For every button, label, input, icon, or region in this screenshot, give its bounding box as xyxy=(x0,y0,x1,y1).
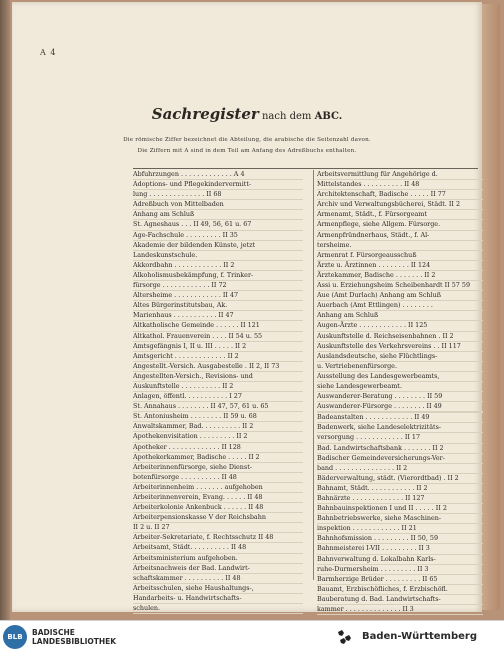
index-entry: Adreßbuch von Mittelbaden xyxy=(133,200,303,210)
index-entry: Age-Fachschule . . . . . . . . . II 35 xyxy=(133,231,303,241)
index-entry: Architektenschaft, Badische . . . . . II 77 xyxy=(317,190,483,200)
index-entry: Aue (Amt Durlach) Anhang am Schluß xyxy=(317,291,483,301)
title-main: Sachregister xyxy=(151,105,259,123)
index-entry: u. Vertriebenenfürsorge. xyxy=(317,362,483,372)
index-entry: Ärztekammer, Badische . . . . . . . II 2 xyxy=(317,271,483,281)
index-entry: band . . . . . . . . . . . . . . . II 2 xyxy=(317,464,483,474)
viewer-footer xyxy=(0,620,504,654)
explanatory-note-2: Die Ziffern mit A sind in dem Teil am Anfang des Adreßbuchs enthalten. xyxy=(137,148,357,154)
index-entry: Altersheime . . . . . . . . . . . . II 47 xyxy=(133,291,303,301)
index-entry: Auslandsdeutsche, siehe Flüchtlings- xyxy=(317,352,483,362)
title-abbr: ABC. xyxy=(314,111,343,122)
index-entry: Badischer Gemeindeversicherungs-Ver- xyxy=(317,454,483,464)
index-entry: St. Agneshaus . . . II 49, 56, 61 u. 67 xyxy=(133,220,303,230)
index-entry: Bäderverwaltung, städt. (Vierordtbad) . II 2 xyxy=(317,474,483,484)
index-entry: Archiv und Verwaltungsbücherei, Städt. II 2 xyxy=(317,200,483,210)
index-entry: Arbeiterkolonie Ankenbuck . . . . . . II 48 xyxy=(133,503,303,513)
index-entry: Auskunftstelle d. Reichseisenbahnen . II 2 xyxy=(317,332,483,342)
index-entry: Arbeiterinnenheim . . . . . . . aufgehoben xyxy=(133,483,303,493)
blb-logo-icon: BLB xyxy=(3,625,27,649)
index-entry: Ärzte u. Ärztinnen . . . . . . . . II 124 xyxy=(317,261,483,271)
page-reference: A 4 xyxy=(40,48,57,57)
index-entry: schaftskammer . . . . . . . . . . II 48 xyxy=(133,574,303,584)
index-entry: Armenrat f. Fürsorgeausschuß xyxy=(317,251,483,261)
index-entry: fürsorge . . . . . . . . . . . . II 72 xyxy=(133,281,303,291)
index-entry: Marienhaus . . . . . . . . . . . II 47 xyxy=(133,311,303,321)
page-title xyxy=(12,105,482,123)
library-name-line1: BADISCHE xyxy=(32,628,75,637)
index-entry: Arbeiterinnenfürsorge, siehe Dienst- xyxy=(133,463,303,473)
index-entry: Bad. Landwirtschaftsbank . . . . . . . II 2 xyxy=(317,444,483,454)
index-entry: Altes Bürgerinstitutsbau, Ak. xyxy=(133,301,303,311)
index-entry: Handarbeits- u. Handwirtschafts- xyxy=(133,594,303,604)
index-entry: Angestellt.-Versich. Ausgabestelle . II 2, II 73 xyxy=(133,362,303,372)
index-entry: kammer . . . . . . . . . . . . . . II 3 xyxy=(317,605,483,615)
index-entry: Bahnmeisterei I-VII . . . . . . . . . II 3 xyxy=(317,544,483,554)
index-entry: Bahnbetriebswerke, siehe Maschinen- xyxy=(317,514,483,524)
index-entry: Auswanderer-Beratung . . . . . . . . II 59 xyxy=(317,392,483,402)
lion-coat-of-arms-icon xyxy=(336,629,356,647)
index-entry: Anwaltskammer, Bad. . . . . . . . . . II 2 xyxy=(133,422,303,432)
index-entry: Amtsgericht . . . . . . . . . . . . . II 2 xyxy=(133,352,303,362)
index-entry: Bahnhofsmission . . . . . . . . . II 50, 59 xyxy=(317,534,483,544)
page-edge xyxy=(482,4,500,610)
index-entry: Anhang am Schluß xyxy=(317,311,483,321)
index-entry: botenfürsorge . . . . . . . . . . II 48 xyxy=(133,473,303,483)
index-entry: Bahnärzte . . . . . . . . . . . . . II 127 xyxy=(317,494,483,504)
column-top-rule xyxy=(133,168,478,169)
library-name-line2: LANDESBIBLIOTHEK xyxy=(32,637,117,646)
index-entry: Altkatholische Gemeinde . . . . . . II 121 xyxy=(133,321,303,331)
index-entry: Armenpflege, siehe Allgem. Fürsorge. xyxy=(317,220,483,230)
index-entry: tersheime. xyxy=(317,241,483,251)
index-entry: Auskunftstelle . . . . . . . . . . II 2 xyxy=(133,382,303,392)
index-entry: inspektion . . . . . . . . . . . . II 21 xyxy=(317,524,483,534)
state-name: Baden-Württemberg xyxy=(362,631,478,642)
index-entry: Auswanderer-Fürsorge . . . . . . . . II 49 xyxy=(317,402,483,412)
index-entry: Landeskunstschule. xyxy=(133,251,303,261)
index-entry: Angestellten-Versich., Revisions- und xyxy=(133,372,303,382)
index-entry: Auerbach (Amt Ettlingen) . . . . . . . . xyxy=(317,301,483,311)
index-entry: Alkoholismusbekämpfung, f. Trinker- xyxy=(133,271,303,281)
index-entry: Arbeitsschulen, siehe Haushaltungs-, xyxy=(133,584,303,594)
index-column-right xyxy=(313,170,483,614)
index-entry: Ausstellung des Landesgewerbeamts, xyxy=(317,372,483,382)
index-entry: Armenpfründnerhaus, Städt., f. Al- xyxy=(317,231,483,241)
index-entry: Bahnbauinspektionen I und II . . . . . II 2 xyxy=(317,504,483,514)
index-entry: versorgung . . . . . . . . . . . . II 17 xyxy=(317,433,483,443)
index-entry: II 2 u. II 27 xyxy=(133,523,303,533)
library-name xyxy=(32,628,116,646)
index-entry: Arbeiterpensionskasse V der Reichsbahn xyxy=(133,513,303,523)
index-entry: Bahnverwaltung d. Lokalbahn Karls- xyxy=(317,555,483,565)
index-entry: Arbeitsnachweis der Bad. Landwirt- xyxy=(133,564,303,574)
index-entry: lung . . . . . . . . . . . . . . II 68 xyxy=(133,190,303,200)
index-entry: Arbeitsvermittlung für Angehörige d. xyxy=(317,170,483,180)
index-entry: Bauberatung d. Bad. Landwirtschafts- xyxy=(317,595,483,605)
index-entry: Augen-Ärzte . . . . . . . . . . . . II 125 xyxy=(317,321,483,331)
index-entry: Akademie der bildenden Künste, jetzt xyxy=(133,241,303,251)
index-entry: Bahnamt, Städt. . . . . . . . . . . . II 2 xyxy=(317,484,483,494)
index-entry: Arbeitsamt, Städt. . . . . . . . . . II 48 xyxy=(133,543,303,553)
explanatory-note-1: Die römische Ziffer bezeichnet die Abteilung, die arabische die Seitenzahl davon. xyxy=(123,137,371,143)
index-entry: Amtsgefängnis I, II u. III . . . . . II 2 xyxy=(133,342,303,352)
index-entry: Mittelstandes . . . . . . . . . . II 48 xyxy=(317,180,483,190)
index-entry: Arbeiter-Sekretariate, f. Rechtsschutz II 48 xyxy=(133,533,303,543)
index-entry: Assi u. Erziehungsheim Scheibenhardt II 57 59 xyxy=(317,281,483,291)
index-entry: Auskunftstelle des Verkehrsvereins . . II 117 xyxy=(317,342,483,352)
index-entry: ruhe-Durmersheim . . . . . . . . . II 3 xyxy=(317,565,483,575)
index-entry: Anlagen, öffentl. . . . . . . . . . . I 27 xyxy=(133,392,303,402)
index-entry: Armenamt, Städt., f. Fürsorgeamt xyxy=(317,210,483,220)
index-entry: Apothekerkammer, Badische . . . . . II 2 xyxy=(133,453,303,463)
index-entry: Arbeiterinnenverein, Evang. . . . . . II 48 xyxy=(133,493,303,503)
index-entry: schulen. xyxy=(133,604,303,614)
index-column-left xyxy=(133,170,303,613)
index-entry: siehe Landesgewerbeamt. xyxy=(317,382,483,392)
index-entry: Altkathol. Frauenverein . . . . II 54 u. 55 xyxy=(133,332,303,342)
index-entry: Adoptions- und Pflegekindervermitt- xyxy=(133,180,303,190)
index-entry: Apotheker . . . . . . . . . . . . . II 128 xyxy=(133,443,303,453)
index-entry: Barmherzige Brüder . . . . . . . . . II 65 xyxy=(317,575,483,585)
index-entry: Badeanstalten . . . . . . . . . . . . II 49 xyxy=(317,413,483,423)
index-entry: Arbeitsministerium aufgehoben. xyxy=(133,554,303,564)
index-entry: Abfuhrzungen . . . . . . . . . . . . . A 4 xyxy=(133,170,303,180)
book-spine xyxy=(0,0,10,620)
index-entry: St. Antoniusheim . . . . . . . . II 59 u. 68 xyxy=(133,412,303,422)
index-entry: Bauamt, Erzbischöfliches, f. Erzbischöfl. xyxy=(317,585,483,595)
index-entry: Badenwerk, siehe Landeselektrizitäts- xyxy=(317,423,483,433)
index-entry: Apothekenvisitation . . . . . . . . . II 2 xyxy=(133,432,303,442)
index-entry: Akkordbahn . . . . . . . . . . . . II 2 xyxy=(133,261,303,271)
index-entry: Anhang am Schluß xyxy=(133,210,303,220)
title-rest: nach dem xyxy=(258,111,315,122)
index-entry: St. Annahaus . . . . . . . . II 47, 57, 61 u. 65 xyxy=(133,402,303,412)
